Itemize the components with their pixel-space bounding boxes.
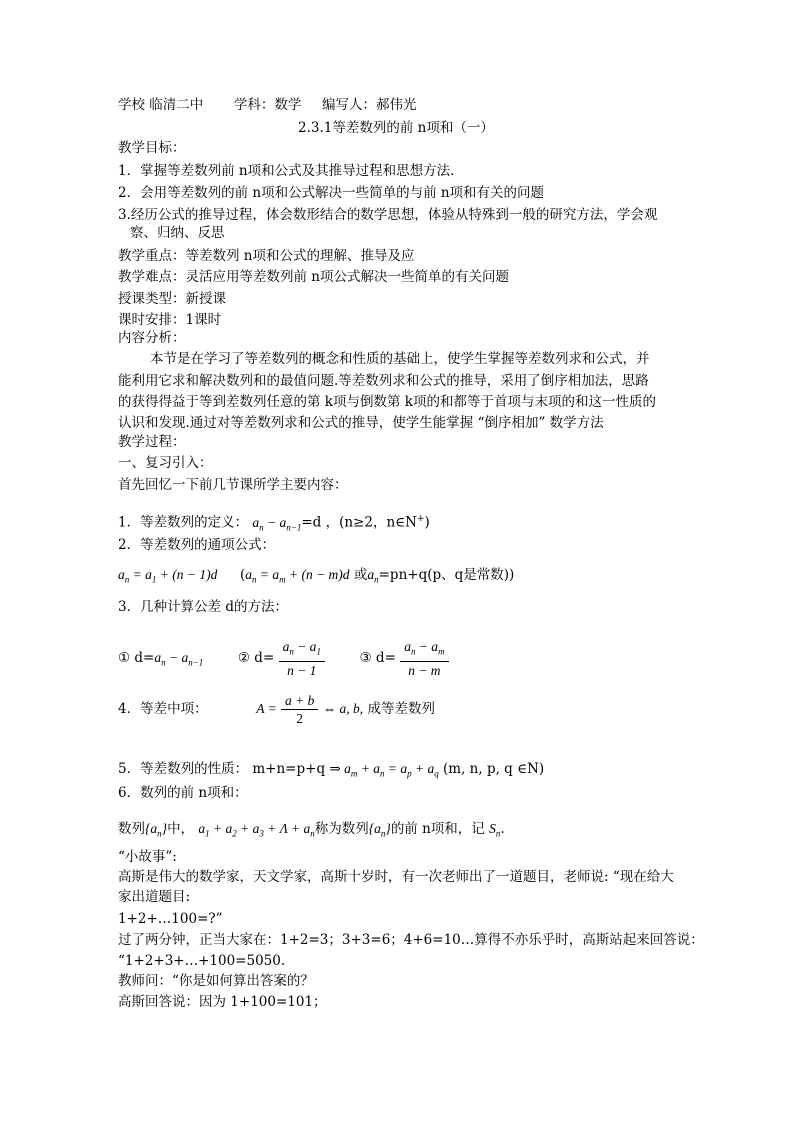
method-1-formula: $a_n - a_{n-1}$ <box>154 650 204 668</box>
definition-formula: $a_n - a_{n-1}$ <box>252 514 302 533</box>
objective-item: 察、归纳、反思 <box>130 225 225 241</box>
schedule: 课时安排：1课时 <box>118 312 222 328</box>
objective-item: 1．掌握等差数列前 n项和公式及其推导过程和思想方法． <box>118 163 464 179</box>
property-formula: ⇒ $a_m + a_n = a_p + a_q$ <box>329 761 439 779</box>
review-difference-methods: 3．几种计算公差 d的方法： <box>118 599 289 615</box>
story-line: 家出道题目: <box>118 889 191 905</box>
review-intro: 首先回忆一下前几节课所学主要内容： <box>118 477 348 493</box>
key-point: 教学重点：等差数列 n项和公式的理解、推导及应 <box>118 248 415 264</box>
analysis-heading: 内容分析： <box>118 330 186 346</box>
review-heading: 一、复习引入： <box>118 455 213 471</box>
partial-sum-formula: $a_1 + a_2 + a_3 + \Lambda + a_n$ <box>198 821 315 839</box>
objectives-heading: 教学目标： <box>118 140 186 156</box>
general-term-formula: $a_n = a_1 + (n - 1)d$ <box>118 567 218 585</box>
school-label: 学校 临清二中 <box>118 97 204 113</box>
story-title: “小故事”: <box>118 849 177 865</box>
subject-label: 学科：数学 <box>233 97 302 113</box>
objective-item: 2．会用等差数列的前 n项和公式解决一些简单的与前 n项和有关的问题 <box>118 185 545 201</box>
review-property: 5．等差数列的性质： m+n=p+q ⇒ $a_m + a_n = a_p + a_q$ (m, n, p, q ∈N) <box>118 761 545 779</box>
lesson-title: 2.3.1等差数列的前 n项和（一） <box>298 120 494 136</box>
story-line: 教师问：“你是如何算出答案的？ <box>118 973 314 989</box>
general-term-formula-alt: $a_n = a_m + (n - m)d$ <box>245 567 350 585</box>
analysis-line: 能利用它求和解决数列和的最值问题.等差数列求和公式的推导，采用了倒序相加法，思路 <box>118 373 649 389</box>
story-line: “1+2+3+…+100=5050. <box>118 953 286 969</box>
story-line: 高斯是伟大的数学家，天文学家，高斯十岁时，有一次老师出了一道题目，老师说: “现在给大 <box>118 869 674 885</box>
difference-methods-row: ① $d=a_n - a_{n-1}$ ② d= $\frac{a_n - a_1}{n - 1}$ ③ d= $\frac{a_n - a_m}{n - m}$ <box>118 628 449 679</box>
lesson-type: 授课类型：新授课 <box>118 291 226 307</box>
method-2-fraction: $\frac{a_n - a_1}{n - 1}$ <box>279 638 325 679</box>
process-heading: 教学过程： <box>118 434 186 450</box>
review-definition: 1．等差数列的定义： $a_n - a_{n-1}=d$ ，(n≥2，n∈N+) <box>118 514 430 533</box>
review-general-term: 2．等差数列的通项公式： <box>118 537 276 553</box>
analysis-line: 本节是在学习了等差数列的概念和性质的基础上，使学生掌握等差数列求和公式，并 <box>150 351 650 367</box>
review-partial-sum: 6．数列的前 n项和： <box>118 785 248 801</box>
method-3-fraction: $\frac{a_n - a_m}{n - m}$ <box>400 638 448 679</box>
objective-item: 3.经历公式的推导过程，体会数形结合的数学思想，体验从特殊到一般的研究方法，学会观 <box>118 207 658 223</box>
author-label: 编写人：郝伟光 <box>321 97 417 113</box>
story-line: 高斯回答说：因为 1+100=101； <box>118 994 327 1010</box>
header-line <box>118 96 416 114</box>
difficulty: 教学难点：灵活应用等差数列前 n项公式解决一些简单的有关问题 <box>118 269 509 285</box>
analysis-line: 的获得得益于等到差数列任意的第 k项与倒数第 k项的和都等于首项与末项的和这一性质的 <box>118 394 656 410</box>
story-line: 1+2+…100=?” <box>118 911 223 927</box>
analysis-line: 认识和发现.通过对等差数列求和公式的推导，使学生能掌握 “倒序相加” 数学方法 <box>118 415 604 431</box>
review-arithmetic-mean: 4．等差中项： A = $\frac{a + b}{2}$ ⇔ a, b, 成等差数列 <box>118 693 435 726</box>
arithmetic-mean-formula: A = <box>256 701 277 716</box>
story-line: 过了两分钟，正当大家在：1+2=3；3+3=6；4+6=10…算得不亦乐乎时，高斯站起来回答说： <box>118 932 704 948</box>
general-term-formulas: $a_n = a_1 + (n - 1)d$ ($a_n = a_m + (n - m)d$ 或$a_n=pn+q(p$、q是常数)) <box>118 567 515 585</box>
partial-sum-definition: 数列$\{a_n\}$中， $a_1 + a_2 + a_3 + \Lambda + a_n$称为数列$\{a_n\}$的前 n项和，记 $S_n$. <box>118 821 505 839</box>
